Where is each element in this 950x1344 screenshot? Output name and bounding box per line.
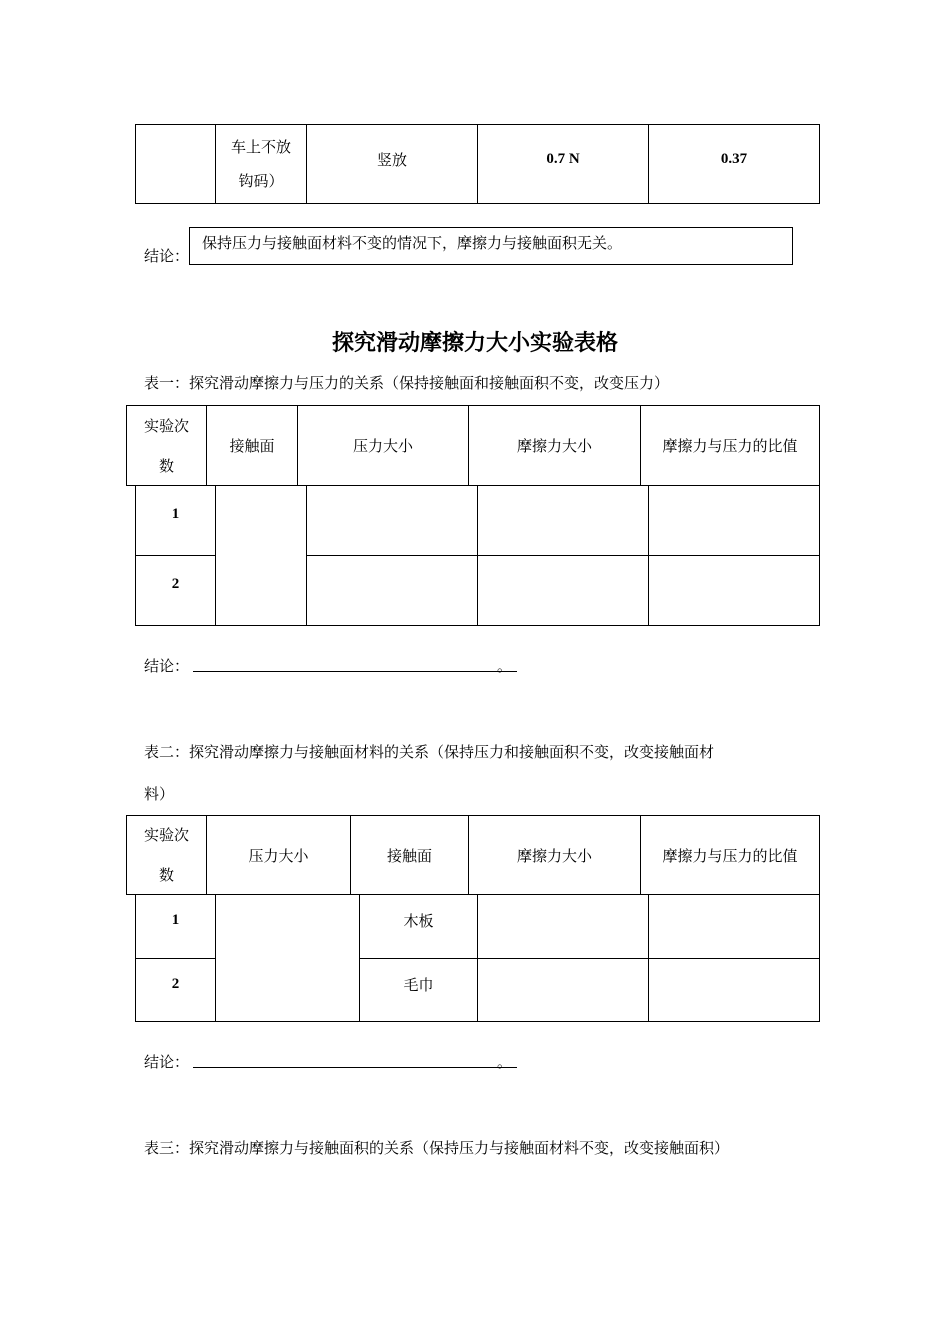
table2-row1-trial: 1 [171, 912, 180, 928]
top-table-empty-cell [135, 124, 216, 204]
table1-header-trial-line2: 数 [158, 456, 174, 475]
table1-r1-friction [477, 485, 649, 556]
top-table-orientation: 竖放 [376, 150, 407, 169]
table2-conclusion-blank[interactable] [193, 1067, 517, 1068]
table1-header-ratio [640, 405, 820, 486]
table1-conclusion-label: 结论： [144, 657, 190, 675]
table1-header-pressure-text: 压力大小 [352, 437, 413, 455]
table2-r2-surface-text: 毛巾 [403, 975, 434, 994]
table2-header-ratio-text: 摩擦力与压力的比值 [662, 846, 798, 865]
table1-r2-pressure [306, 555, 478, 626]
table2-header-surface-text: 接触面 [386, 846, 432, 865]
top-table-ratio-cell [648, 124, 820, 204]
table2-r1-ratio [648, 894, 820, 959]
table2-r1-surface-text: 木板 [403, 912, 434, 930]
conclusion-top-label: 结论： [144, 247, 190, 265]
table1-caption: 表一：探究滑动摩擦力与压力的关系（保持接触面和接触面积不变，改变压力） [144, 374, 670, 392]
conclusion-top-text: 保持压力与接触面材料不变的情况下，摩擦力与接触面积无关。 [202, 234, 623, 252]
table1-row1-trial: 1 [171, 506, 180, 522]
table1-header-surface [206, 405, 298, 486]
table2-header-surface [350, 815, 469, 895]
top-table-label-cell [215, 124, 307, 204]
table-row [135, 958, 216, 1022]
table2-r1-surface [359, 894, 478, 959]
table1-r1-ratio [648, 485, 820, 556]
table2-r2-surface [359, 958, 478, 1022]
top-table-friction-cell [477, 124, 649, 204]
table2-header-pressure-text: 压力大小 [248, 846, 309, 865]
table1-header-friction-text: 摩擦力大小 [516, 437, 592, 455]
table1-r2-ratio [648, 555, 820, 626]
table1-header-surface-text: 接触面 [229, 437, 275, 455]
table1-header-trial-line1: 实验次 [143, 416, 189, 435]
table2-header-trial [126, 815, 207, 895]
table1-surface-merged-cell [215, 485, 307, 626]
top-table-ratio: 0.37 [720, 150, 748, 167]
table2-r2-ratio [648, 958, 820, 1022]
table1-conclusion-blank[interactable] [193, 671, 517, 672]
table2-conclusion-label: 结论： [144, 1053, 190, 1071]
table2-row2-trial: 2 [171, 975, 180, 992]
table3-caption: 表三：探究滑动摩擦力与接触面积的关系（保持压力与接触面材料不变，改变接触面积） [144, 1139, 730, 1157]
table2-caption-line1: 表二：探究滑动摩擦力与接触面材料的关系（保持压力和接触面积不变，改变接触面材 [144, 743, 715, 761]
table2-pressure-merged-cell [215, 894, 360, 1022]
table2-header-friction-text: 摩擦力大小 [516, 846, 592, 865]
table1-row2-trial: 2 [171, 576, 180, 592]
table2-header-ratio [640, 815, 820, 895]
top-table-orientation-cell [306, 124, 478, 204]
table2-r2-friction [477, 958, 649, 1022]
top-table-label-line2: 钩码） [238, 172, 284, 190]
table-row [135, 555, 216, 626]
table2-caption-line2: 料） [144, 785, 175, 803]
table2-header-friction [468, 815, 641, 895]
table1-header-pressure [297, 405, 469, 486]
table-row [135, 894, 216, 959]
table1-header-friction [468, 405, 641, 486]
table1-header-trial [126, 405, 207, 486]
top-table-label-line1: 车上不放 [230, 138, 291, 156]
table-row [135, 485, 216, 556]
table1-r2-friction [477, 555, 649, 626]
table2-r1-friction [477, 894, 649, 959]
table2-header-trial-line2: 数 [158, 866, 174, 884]
table2-header-pressure [206, 815, 351, 895]
table1-header-ratio-text: 摩擦力与压力的比值 [662, 437, 798, 455]
top-table-friction: 0.7 N [546, 150, 580, 167]
table1-conclusion-end: 。 [497, 657, 513, 675]
table1-r1-pressure [306, 485, 478, 556]
table2-header-trial-line1: 实验次 [143, 826, 189, 844]
conclusion-top-box [189, 227, 793, 265]
table2-conclusion-end: 。 [497, 1053, 513, 1071]
page-title: 探究滑动摩擦力大小实验表格 [331, 331, 618, 356]
